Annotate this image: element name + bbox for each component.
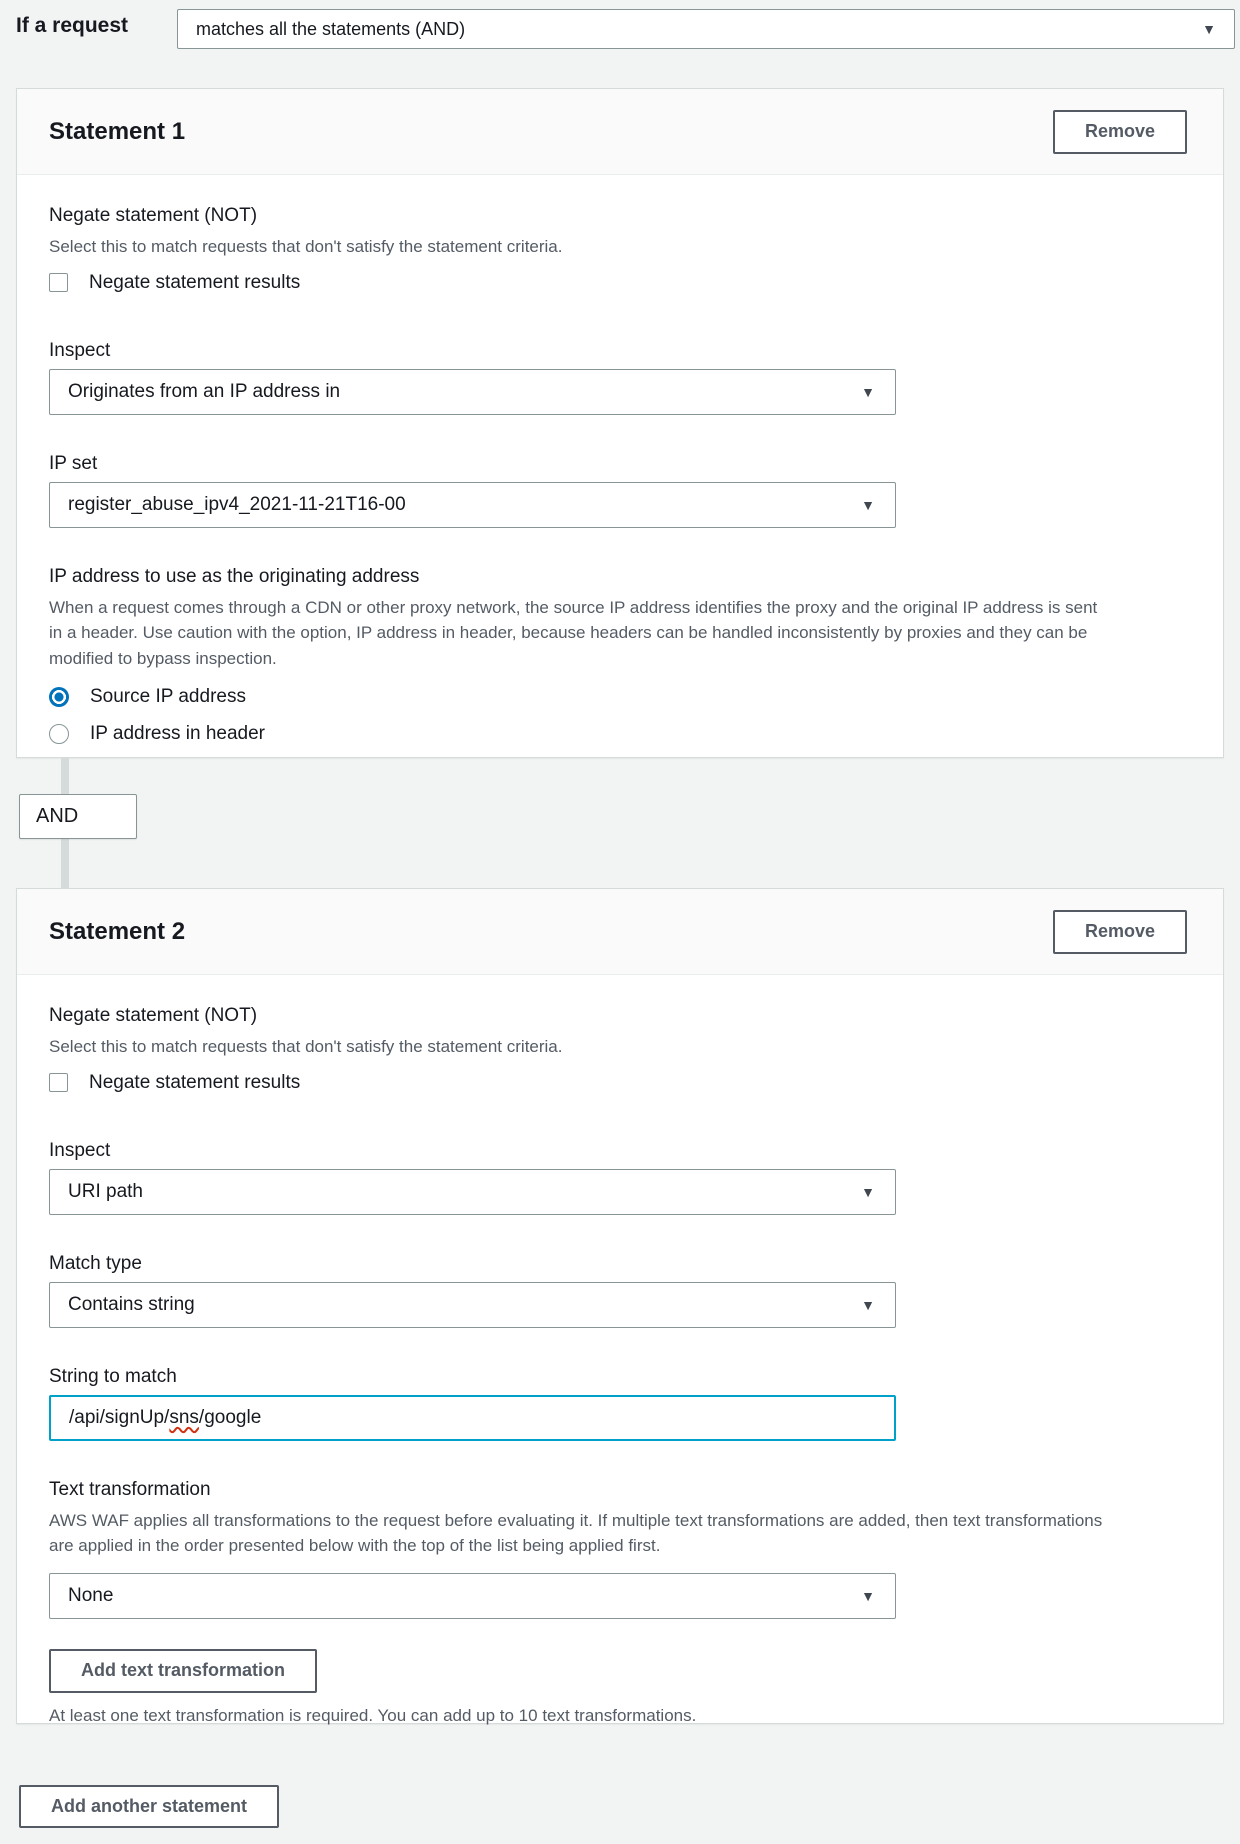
statement-1-body xyxy=(17,175,1223,745)
if-a-request-label: If a request xyxy=(16,14,129,37)
originating-address-section xyxy=(49,566,1191,746)
statement-1-panel xyxy=(16,88,1224,758)
inspect-select[interactable] xyxy=(49,369,896,415)
string-to-match-input[interactable] xyxy=(49,1395,896,1441)
text-transformation-label: Text transformation xyxy=(49,1478,211,1500)
statement-2-header xyxy=(17,889,1223,975)
match-type-select-value: Contains string xyxy=(68,1293,195,1315)
text-transformation-section xyxy=(49,1479,1191,1726)
source-ip-radio-row[interactable] xyxy=(49,686,1191,708)
misspelled-word: sns xyxy=(169,1406,199,1428)
negate-checkbox[interactable] xyxy=(49,273,68,292)
chevron-down-icon: ▼ xyxy=(861,1587,875,1604)
text-transformation-select[interactable] xyxy=(49,1573,896,1619)
source-ip-radio-label: Source IP address xyxy=(90,686,246,707)
negate-description: Select this to match requests that don't satisfy the statement criteria. xyxy=(49,237,563,256)
inspect-select-value: Originates from an IP address in xyxy=(68,380,341,402)
negate-checkbox-row[interactable] xyxy=(49,272,1191,294)
statement-1-title: Statement 1 xyxy=(49,117,186,145)
inspect-select-value: URI path xyxy=(68,1180,143,1202)
and-connector-label: AND xyxy=(36,805,79,827)
text-transformation-description: AWS WAF applies all transformations to the request before evaluating it. If multiple text transformations are added, then text transformations are applied in the order presented below with the top of the list being applied first. xyxy=(49,1510,1103,1555)
negate-section xyxy=(49,205,1191,294)
inspect-label: Inspect xyxy=(49,1139,111,1161)
radio-icon[interactable] xyxy=(49,724,69,744)
negate-description: Select this to match requests that don't satisfy the statement criteria. xyxy=(49,1037,563,1056)
text-transformation-helper: At least one text transformation is required. You can add up to 10 text transformations. xyxy=(49,1705,697,1725)
statement-combinator-select[interactable] xyxy=(177,9,1235,49)
string-to-match-value: /api/signUp/sns/google xyxy=(69,1406,262,1428)
inspect-label: Inspect xyxy=(49,339,111,361)
chevron-down-icon: ▼ xyxy=(861,1183,875,1200)
statement-2-title: Statement 2 xyxy=(49,917,186,945)
match-type-label: Match type xyxy=(49,1252,142,1274)
ip-in-header-radio-label: IP address in header xyxy=(90,723,265,744)
inspect-section xyxy=(49,1140,1191,1215)
chevron-down-icon: ▼ xyxy=(861,496,875,513)
add-another-statement-button[interactable]: Add another statement xyxy=(19,1785,279,1828)
negate-heading: Negate statement (NOT) xyxy=(49,1005,258,1026)
ip-in-header-radio-row[interactable] xyxy=(49,723,1191,745)
ip-set-select-value: register_abuse_ipv4_2021-11-21T16-00 xyxy=(68,493,406,515)
and-connector-badge xyxy=(19,794,137,839)
string-to-match-section xyxy=(49,1366,1191,1441)
add-text-transformation-button[interactable]: Add text transformation xyxy=(49,1649,317,1693)
negate-checkbox-label: Negate statement results xyxy=(89,1071,301,1093)
negate-section xyxy=(49,1005,1191,1094)
chevron-down-icon: ▼ xyxy=(861,1296,875,1313)
string-to-match-label: String to match xyxy=(49,1365,177,1387)
text-transformation-select-value: None xyxy=(68,1584,114,1606)
ip-set-select[interactable] xyxy=(49,482,896,528)
chevron-down-icon: ▼ xyxy=(861,383,875,400)
originating-address-description: When a request comes through a CDN or other proxy network, the source IP address identifies the proxy and the original IP address is sent in a header. Use caution with the option, IP address in header, because headers can be handled inconsistently by proxies and they can be modified to bypass inspection. xyxy=(49,597,1098,668)
statement-combinator-value: matches all the statements (AND) xyxy=(196,18,466,39)
statement-2-body xyxy=(17,975,1223,1726)
radio-selected-icon[interactable] xyxy=(49,687,69,707)
match-type-select[interactable] xyxy=(49,1282,896,1328)
statement-2-panel xyxy=(16,888,1224,1724)
ip-set-section xyxy=(49,453,1191,528)
originating-address-heading: IP address to use as the originating address xyxy=(49,565,420,587)
ip-set-label: IP set xyxy=(49,452,98,474)
inspect-section xyxy=(49,340,1191,415)
negate-heading: Negate statement (NOT) xyxy=(49,205,258,226)
statement-1-header xyxy=(17,89,1223,175)
negate-checkbox-row[interactable] xyxy=(49,1072,1191,1094)
inspect-select[interactable] xyxy=(49,1169,896,1215)
remove-statement-2-button[interactable]: Remove xyxy=(1053,910,1187,954)
match-type-section xyxy=(49,1253,1191,1328)
negate-checkbox-label: Negate statement results xyxy=(89,271,301,293)
negate-checkbox[interactable] xyxy=(49,1073,68,1092)
remove-statement-1-button[interactable]: Remove xyxy=(1053,110,1187,154)
chevron-down-icon: ▼ xyxy=(1202,21,1216,37)
